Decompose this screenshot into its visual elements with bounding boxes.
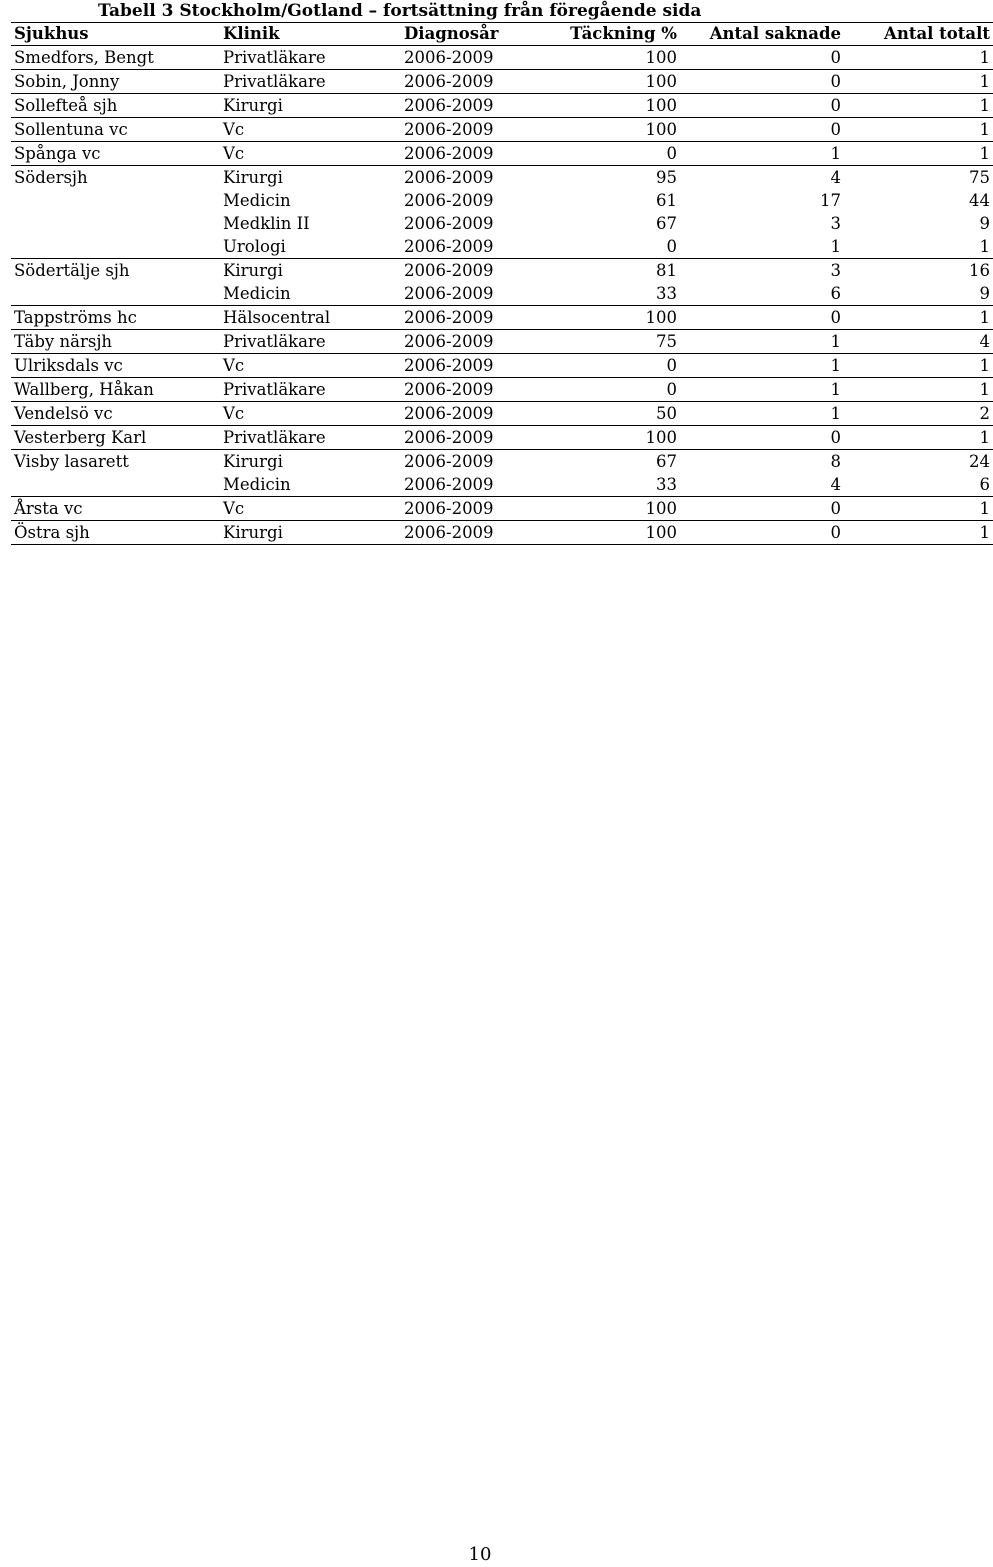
antal-totalt-cell: 2 bbox=[979, 404, 990, 423]
sjukhus-cell bbox=[11, 235, 220, 259]
tackning-cell: 100 bbox=[645, 96, 677, 115]
tackning-cell: 100 bbox=[645, 523, 677, 542]
hospital-coverage-table bbox=[11, 22, 993, 545]
diagnosar-cell: 2006-2009 bbox=[404, 168, 494, 187]
antal-totalt-cell: 4 bbox=[979, 332, 990, 351]
tackning-cell: 100 bbox=[645, 48, 677, 67]
klinik-cell: Medklin II bbox=[223, 214, 310, 233]
page-number: 10 bbox=[468, 1544, 492, 1565]
antal-saknade-cell: 0 bbox=[830, 499, 841, 518]
antal-saknade-cell: 4 bbox=[830, 475, 841, 494]
diagnosar-cell: 2006-2009 bbox=[404, 237, 494, 256]
diagnosar-cell: 2006-2009 bbox=[404, 120, 494, 139]
header-sjukhus: Sjukhus bbox=[14, 24, 89, 43]
antal-saknade-cell: 1 bbox=[830, 404, 841, 423]
antal-totalt-cell: 24 bbox=[969, 452, 990, 471]
diagnosar-cell: 2006-2009 bbox=[404, 308, 494, 327]
sjukhus-cell: Östra sjh bbox=[14, 523, 90, 542]
sjukhus-cell bbox=[11, 189, 220, 212]
klinik-cell: Vc bbox=[223, 120, 245, 139]
sjukhus-cell: Sollefteå sjh bbox=[14, 96, 118, 115]
antal-totalt-cell: 1 bbox=[979, 144, 990, 163]
antal-saknade-cell: 3 bbox=[830, 214, 841, 233]
klinik-cell: Medicin bbox=[223, 191, 291, 210]
table-row bbox=[11, 330, 993, 354]
header-tackning: Täckning % bbox=[570, 24, 677, 43]
table-row bbox=[11, 46, 993, 70]
table-row bbox=[11, 306, 993, 330]
tackning-cell: 0 bbox=[666, 144, 677, 163]
klinik-cell: Vc bbox=[223, 404, 245, 423]
tackning-cell: 61 bbox=[656, 191, 677, 210]
table-row bbox=[11, 450, 993, 474]
tackning-cell: 67 bbox=[656, 452, 677, 471]
diagnosar-cell: 2006-2009 bbox=[404, 404, 494, 423]
table-row bbox=[11, 426, 993, 450]
antal-saknade-cell: 8 bbox=[830, 452, 841, 471]
tackning-cell: 0 bbox=[666, 237, 677, 256]
diagnosar-cell: 2006-2009 bbox=[404, 499, 494, 518]
klinik-cell: Kirurgi bbox=[223, 261, 283, 280]
header-antal-saknade: Antal saknade bbox=[709, 24, 841, 43]
sjukhus-cell bbox=[11, 212, 220, 235]
diagnosar-cell: 2006-2009 bbox=[404, 356, 494, 375]
diagnosar-cell: 2006-2009 bbox=[404, 332, 494, 351]
diagnosar-cell: 2006-2009 bbox=[404, 523, 494, 542]
diagnosar-cell: 2006-2009 bbox=[404, 380, 494, 399]
table-row bbox=[11, 497, 993, 521]
sjukhus-cell: Sobin, Jonny bbox=[14, 72, 120, 91]
diagnosar-cell: 2006-2009 bbox=[404, 428, 494, 447]
klinik-cell: Privatläkare bbox=[223, 48, 326, 67]
klinik-cell: Privatläkare bbox=[223, 380, 326, 399]
antal-saknade-cell: 0 bbox=[830, 308, 841, 327]
sjukhus-cell bbox=[11, 473, 220, 497]
antal-saknade-cell: 3 bbox=[830, 261, 841, 280]
tackning-cell: 95 bbox=[656, 168, 677, 187]
antal-totalt-cell: 9 bbox=[979, 214, 990, 233]
klinik-cell: Privatläkare bbox=[223, 72, 326, 91]
table-row bbox=[11, 378, 993, 402]
table-body bbox=[11, 46, 993, 545]
sjukhus-cell: Södertälje sjh bbox=[14, 261, 130, 280]
antal-saknade-cell: 17 bbox=[820, 191, 841, 210]
table-row bbox=[11, 235, 993, 259]
table-header-row bbox=[11, 23, 993, 46]
diagnosar-cell: 2006-2009 bbox=[404, 48, 494, 67]
tackning-cell: 33 bbox=[656, 284, 677, 303]
table-row bbox=[11, 354, 993, 378]
diagnosar-cell: 2006-2009 bbox=[404, 214, 494, 233]
sjukhus-cell: Årsta vc bbox=[14, 499, 83, 518]
antal-totalt-cell: 1 bbox=[979, 523, 990, 542]
table-row bbox=[11, 402, 993, 426]
antal-totalt-cell: 1 bbox=[979, 96, 990, 115]
antal-totalt-cell: 9 bbox=[979, 284, 990, 303]
tackning-cell: 100 bbox=[645, 120, 677, 139]
klinik-cell: Urologi bbox=[223, 237, 286, 256]
antal-saknade-cell: 0 bbox=[830, 428, 841, 447]
table-row bbox=[11, 70, 993, 94]
diagnosar-cell: 2006-2009 bbox=[404, 452, 494, 471]
antal-totalt-cell: 1 bbox=[979, 308, 990, 327]
sjukhus-cell: Sollentuna vc bbox=[14, 120, 128, 139]
antal-saknade-cell: 1 bbox=[830, 144, 841, 163]
diagnosar-cell: 2006-2009 bbox=[404, 284, 494, 303]
table-row bbox=[11, 521, 993, 545]
antal-totalt-cell: 1 bbox=[979, 48, 990, 67]
antal-saknade-cell: 4 bbox=[830, 168, 841, 187]
table-caption: Tabell 3 Stockholm/Gotland – fortsättning från föregående sida bbox=[98, 1, 702, 21]
sjukhus-cell: Vesterberg Karl bbox=[14, 428, 147, 447]
antal-totalt-cell: 1 bbox=[979, 499, 990, 518]
header-klinik: Klinik bbox=[223, 24, 280, 43]
klinik-cell: Vc bbox=[223, 356, 245, 375]
antal-saknade-cell: 0 bbox=[830, 523, 841, 542]
antal-saknade-cell: 1 bbox=[830, 237, 841, 256]
antal-totalt-cell: 1 bbox=[979, 72, 990, 91]
antal-saknade-cell: 0 bbox=[830, 48, 841, 67]
klinik-cell: Kirurgi bbox=[223, 96, 283, 115]
table-row bbox=[11, 212, 993, 235]
antal-saknade-cell: 1 bbox=[830, 380, 841, 399]
antal-totalt-cell: 1 bbox=[979, 237, 990, 256]
tackning-cell: 75 bbox=[656, 332, 677, 351]
tackning-cell: 67 bbox=[656, 214, 677, 233]
klinik-cell: Kirurgi bbox=[223, 452, 283, 471]
table-row bbox=[11, 94, 993, 118]
klinik-cell: Vc bbox=[223, 144, 245, 163]
diagnosar-cell: 2006-2009 bbox=[404, 475, 494, 494]
tackning-cell: 100 bbox=[645, 428, 677, 447]
klinik-cell: Privatläkare bbox=[223, 428, 326, 447]
sjukhus-cell: Smedfors, Bengt bbox=[14, 48, 154, 67]
antal-saknade-cell: 0 bbox=[830, 72, 841, 91]
antal-totalt-cell: 1 bbox=[979, 120, 990, 139]
table-row bbox=[11, 473, 993, 497]
sjukhus-cell: Södersjh bbox=[14, 168, 88, 187]
tackning-cell: 50 bbox=[656, 404, 677, 423]
tackning-cell: 0 bbox=[666, 380, 677, 399]
sjukhus-cell: Visby lasarett bbox=[14, 452, 129, 471]
table-row bbox=[11, 282, 993, 306]
diagnosar-cell: 2006-2009 bbox=[404, 191, 494, 210]
sjukhus-cell bbox=[11, 282, 220, 306]
antal-totalt-cell: 75 bbox=[969, 168, 990, 187]
klinik-cell: Vc bbox=[223, 499, 245, 518]
table-row bbox=[11, 118, 993, 142]
antal-totalt-cell: 1 bbox=[979, 356, 990, 375]
antal-totalt-cell: 6 bbox=[979, 475, 990, 494]
tackning-cell: 81 bbox=[656, 261, 677, 280]
tackning-cell: 100 bbox=[645, 72, 677, 91]
klinik-cell: Medicin bbox=[223, 284, 291, 303]
sjukhus-cell: Wallberg, Håkan bbox=[14, 380, 154, 399]
antal-saknade-cell: 1 bbox=[830, 356, 841, 375]
antal-totalt-cell: 44 bbox=[969, 191, 990, 210]
antal-saknade-cell: 0 bbox=[830, 120, 841, 139]
diagnosar-cell: 2006-2009 bbox=[404, 144, 494, 163]
header-diagnosar: Diagnosår bbox=[404, 24, 499, 43]
antal-totalt-cell: 1 bbox=[979, 380, 990, 399]
tackning-cell: 100 bbox=[645, 308, 677, 327]
antal-saknade-cell: 6 bbox=[830, 284, 841, 303]
diagnosar-cell: 2006-2009 bbox=[404, 96, 494, 115]
klinik-cell: Privatläkare bbox=[223, 332, 326, 351]
antal-saknade-cell: 1 bbox=[830, 332, 841, 351]
table-row bbox=[11, 166, 993, 190]
diagnosar-cell: 2006-2009 bbox=[404, 72, 494, 91]
sjukhus-cell: Ulriksdals vc bbox=[14, 356, 123, 375]
tackning-cell: 33 bbox=[656, 475, 677, 494]
antal-saknade-cell: 0 bbox=[830, 96, 841, 115]
sjukhus-cell: Spånga vc bbox=[14, 144, 101, 163]
sjukhus-cell: Tappströms hc bbox=[14, 308, 137, 327]
antal-totalt-cell: 1 bbox=[979, 428, 990, 447]
antal-totalt-cell: 16 bbox=[969, 261, 990, 280]
tackning-cell: 100 bbox=[645, 499, 677, 518]
tackning-cell: 0 bbox=[666, 356, 677, 375]
klinik-cell: Medicin bbox=[223, 475, 291, 494]
sjukhus-cell: Vendelsö vc bbox=[14, 404, 113, 423]
diagnosar-cell: 2006-2009 bbox=[404, 261, 494, 280]
table-row bbox=[11, 189, 993, 212]
header-antal-totalt: Antal totalt bbox=[884, 24, 990, 43]
klinik-cell: Kirurgi bbox=[223, 523, 283, 542]
klinik-cell: Hälsocentral bbox=[223, 308, 331, 327]
sjukhus-cell: Täby närsjh bbox=[14, 332, 113, 351]
klinik-cell: Kirurgi bbox=[223, 168, 283, 187]
table-row bbox=[11, 259, 993, 283]
table-row bbox=[11, 142, 993, 166]
